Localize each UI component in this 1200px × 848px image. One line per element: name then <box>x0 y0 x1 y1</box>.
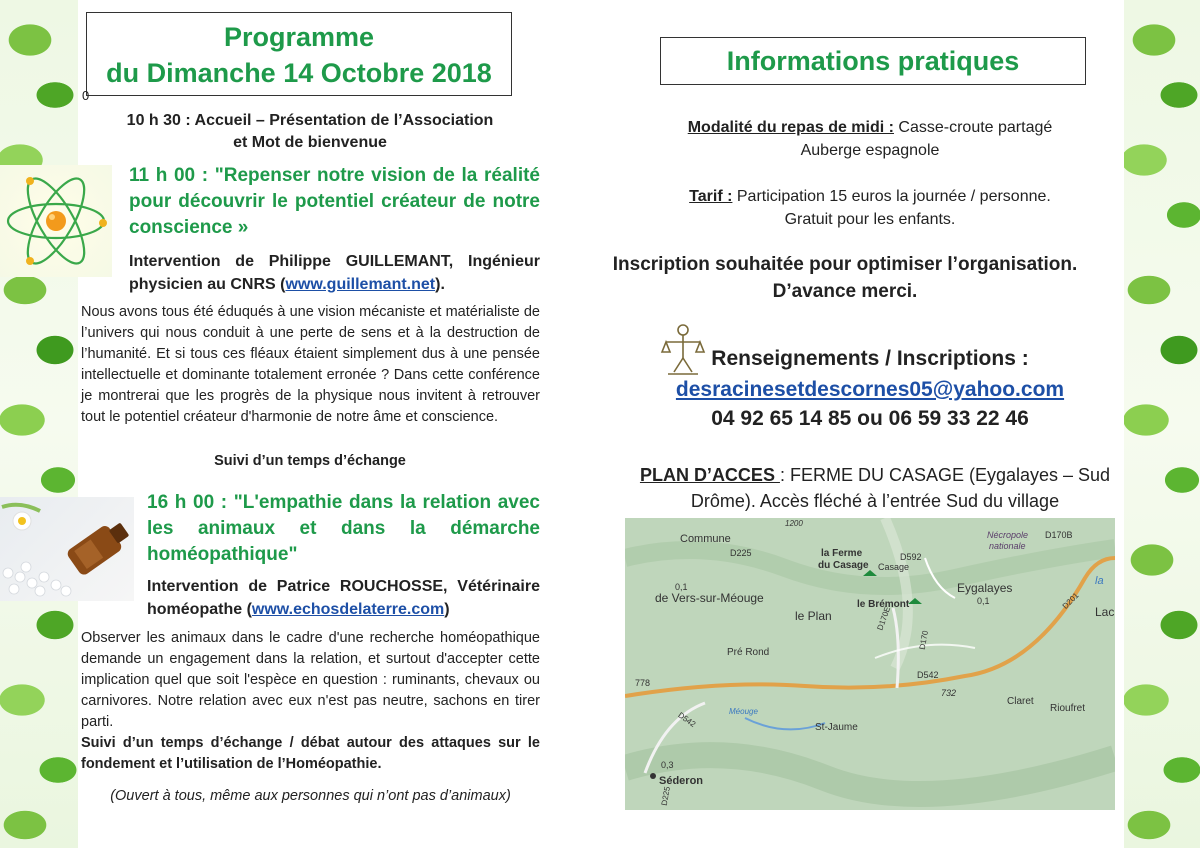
map-label-rioufret: Rioufret <box>1050 703 1086 714</box>
program-title-box <box>86 12 512 96</box>
map-label-meouge: Méouge <box>729 707 758 716</box>
homeopathy-remedy-icon <box>0 497 134 601</box>
talk1-intervention <box>129 250 540 296</box>
map-label-du-casage: du Casage <box>818 560 869 571</box>
meal-line-2: Auberge espagnole <box>800 142 940 159</box>
map-label-necropole: Nécropole <box>987 530 1029 540</box>
talk1-speaker-end: ). <box>435 276 445 293</box>
map-label-d170e: D170E <box>875 605 893 632</box>
talk2-followup: Suivi d’un temps d’échange / débat autour des attaques sur le fondement et l’utilisation de l’Homéopathie. <box>81 735 540 772</box>
map-label-03: 0,3 <box>661 760 674 770</box>
tarif-line-2: Gratuit pour les enfants. <box>784 211 956 228</box>
map-label-eygalayes: Eygalayes <box>957 581 1013 595</box>
map-label-pre-rond: Pré Rond <box>727 647 770 658</box>
access-map[interactable] <box>625 518 1115 810</box>
meal-info <box>620 117 1120 139</box>
talk1-description: Nous avons tous été éduqués à une vision mécaniste et matérialiste de l’univers qui nous conduit à une perte de sens et à la destruction de l’humanité. Et si tous ces fléaux étaient simplement dus à une pensée intellectuelle et dominante totalement erronée ? Dans cette conférence je montrerai que les progrès de la physique nous invitent à retrouver tout le potentiel créateur d'harmonie de notre âme et conscience. <box>81 304 540 425</box>
map-label-d225b: D225 <box>659 785 672 807</box>
sederon-marker-icon <box>650 773 656 779</box>
map-label-st-jaume: St-Jaume <box>815 722 858 733</box>
access-value: : FERME DU CASAGE (Eygalayes – Sud <box>779 465 1111 485</box>
map-label-732: 732 <box>941 688 957 698</box>
talk1-website-link[interactable]: www.guillemant.net <box>285 276 436 293</box>
map-label-sederon: Séderon <box>659 775 704 787</box>
map-label-d225: D225 <box>730 548 752 558</box>
contact-heading: Renseignements / Inscriptions : <box>711 347 1029 370</box>
welcome-line-1: 10 h 30 : Accueil – Présentation de l’Association <box>126 112 494 129</box>
access-line-2: Drôme). Accès fléché à l’entrée Sud du village <box>690 491 1060 511</box>
map-label-le-plan: le Plan <box>795 609 832 623</box>
info-title: Informations pratiques <box>660 37 1086 85</box>
talk1-speaker: Intervention de Philippe GUILLEMANT, Ingénieur physicien au CNRS ( <box>129 253 540 293</box>
inscription-line-2: D’avance merci. <box>772 281 918 302</box>
meal-value: Casse-croute partagé <box>893 119 1053 136</box>
map-label-d542: D542 <box>917 670 939 680</box>
talk1-heading: 11 h 00 : "Repenser notre vision de la réalité pour découvrir le potentiel créateur de notre conscience » <box>129 165 540 238</box>
program-title: Programme <box>223 22 375 52</box>
map-label-lac: Lac <box>1095 605 1115 619</box>
map-label-d170b: D170B <box>1045 530 1073 540</box>
map-label-casage: Casage <box>878 562 910 572</box>
tarif-label: Tarif : <box>689 188 733 205</box>
stray-character: 0 <box>82 88 90 103</box>
access-label: PLAN D’ACCES <box>639 465 780 485</box>
tarif-info <box>620 186 1120 208</box>
talk2-description: Observer les animaux dans le cadre d'une recherche homéopathique demande un engagement dans la relation, et surtout d'accepter cette implication quel que soit l'espèce en question : ruminants, chevaux ou carnivores. Notre relation avec eux n'est pas neutre, sachons en tirer parti. <box>81 630 540 730</box>
talk2-speaker-end: ) <box>444 601 450 618</box>
map-label-zero-one-b: 0,1 <box>977 596 990 606</box>
contact-phones: 04 92 65 14 85 ou 06 59 33 22 46 <box>711 407 1029 430</box>
map-label-nationale: nationale <box>989 541 1026 551</box>
map-label-d592: D592 <box>900 552 922 562</box>
tarif-value: Participation 15 euros la journée / personne. <box>732 188 1051 205</box>
map-label-d170: D170 <box>917 629 930 651</box>
map-label-zero-one-a: 0,1 <box>675 582 688 592</box>
atom-icon <box>0 165 112 277</box>
meal-label: Modalité du repas de midi : <box>687 119 894 136</box>
talk2-audience-note: (Ouvert à tous, même aux personnes qui n’ont pas d’animaux) <box>110 788 511 804</box>
map-label-d201: D201 <box>1060 590 1081 611</box>
contact-email-link[interactable]: desracinesetdescornes05@yahoo.com <box>675 378 1065 401</box>
talk2-heading: 16 h 00 : "L'empathie dans la relation avec les animaux et dans la démarche homéopathique" <box>147 492 540 565</box>
talk2-speaker: Intervention de Patrice ROUCHOSSE, Vétérinaire homéopathe ( <box>147 578 540 618</box>
map-label-778: 778 <box>635 678 651 688</box>
map-label-vers: de Vers-sur-Méouge <box>655 591 764 605</box>
access-info <box>610 463 1140 488</box>
map-label-1200: 1200 <box>785 519 803 528</box>
leaf-border-left <box>0 0 78 848</box>
map-label-la: la <box>1095 575 1104 587</box>
inscription-line-1: Inscription souhaitée pour optimiser l’organisation. <box>612 254 1078 275</box>
map-label-claret: Claret <box>1007 696 1034 707</box>
welcome-line-2: et Mot de bienvenue <box>233 134 387 151</box>
map-label-d542b: D542 <box>676 710 698 729</box>
leaf-border-right <box>1124 0 1200 848</box>
talk2-intervention <box>147 575 540 621</box>
talk2-website-link[interactable]: www.echosdelaterre.com <box>251 601 445 618</box>
map-label-ferme: la Ferme <box>821 548 863 559</box>
talk1-followup: Suivi d’un temps d’échange <box>214 453 406 469</box>
welcome-block <box>110 110 510 154</box>
program-date: du Dimanche 14 Octobre 2018 <box>106 58 492 88</box>
map-label-le-bremont: le Brémont <box>857 599 910 610</box>
map-label-commune: Commune <box>680 533 731 545</box>
